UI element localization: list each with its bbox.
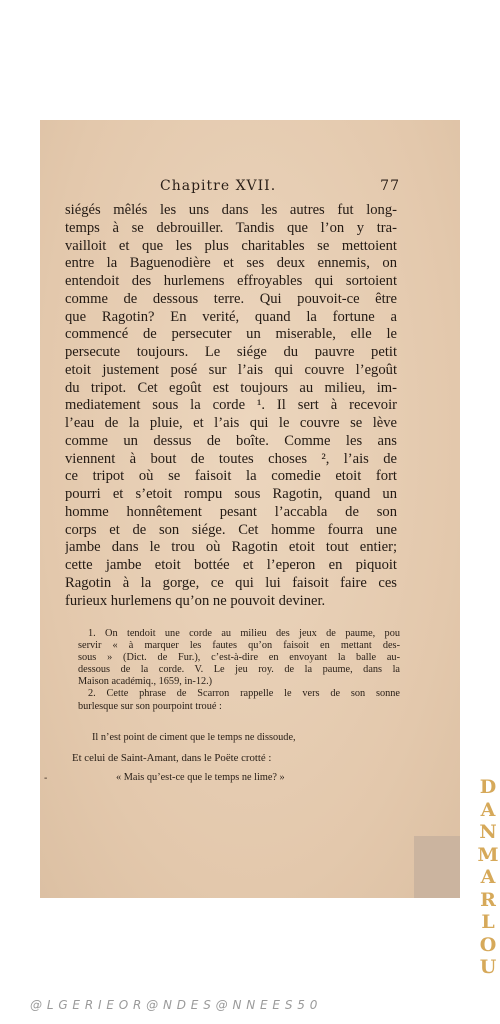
- text-line: vailloit et que les plus charitables se mettoient: [65, 237, 397, 254]
- watermark-letter: D: [479, 776, 497, 798]
- text-line: commencé de persecuter un miserable, elle le: [65, 326, 397, 343]
- page-tab-shadow: [414, 836, 460, 898]
- watermark-letter: U: [479, 956, 497, 978]
- watermark-letter: R: [480, 888, 496, 911]
- text-line: persecute toujours. Le siége du pauvre petit: [65, 344, 397, 360]
- watermark-letter: A: [480, 866, 496, 888]
- running-head: [160, 178, 400, 196]
- footnote-line: Maison académiq., 1659, in-12.): [78, 676, 213, 688]
- text-line: comme de dessous terre. Qui pouvoit-ce être: [65, 290, 397, 307]
- main-text: [65, 202, 397, 610]
- text-line: furieux hurlemens qu’on ne pouvoit deviner.: [65, 592, 326, 609]
- quote-verse: Il n’est point de ciment que le temps ne dissoude,: [92, 732, 296, 743]
- text-line: viennent à bout de toutes choses ², l’ais de: [65, 450, 397, 467]
- footnote-line: 2. Cette phrase de Scarron rappelle le vers de son sonne: [88, 688, 400, 700]
- bottom-watermark: @ L G E R I E O R @ N D E S @ N N E E S 5 0: [30, 998, 318, 1012]
- watermark-letter: O: [479, 933, 497, 956]
- text-line: l’eau de la pluie, et l’ais qui le couvre se lève: [65, 415, 397, 431]
- quote-attribution: Et celui de Saint-Amant, dans le Poëte crotté :: [72, 752, 272, 764]
- text-line: siégés mêlés les uns dans les autres fut long-: [65, 202, 397, 218]
- text-line: mediatement sous la corde ¹. Il sert à recevoir: [65, 397, 397, 414]
- footnote-line: sous » (Dict. de Fur.), c’est-à-dire en envoyant la balle au-: [78, 652, 400, 664]
- watermark-letter: N: [479, 821, 497, 843]
- text-line: que Ragotin? En verité, quand la fortune a: [65, 308, 397, 325]
- margin-mark: -: [44, 773, 48, 784]
- text-line: etoit justement posé sur l’ais qui couvre l’egoût: [65, 361, 397, 378]
- footnotes: [78, 628, 400, 713]
- footnote-line: 1. On tendoit une corde au milieu des jeux de paume, pou: [88, 628, 400, 639]
- text-line: comme un dessus de boîte. Comme les ans: [65, 432, 397, 449]
- footnote-line: dessous de la corde. V. Le jeu roy. de la paume, dans la: [78, 664, 400, 676]
- page-number: 77: [380, 178, 400, 194]
- watermark-letter: A: [480, 798, 496, 821]
- chapter-title: Chapitre XVII.: [160, 178, 277, 194]
- text-line: pourri et s’etoit rompu sous Ragotin, quand un: [65, 486, 397, 502]
- text-line: jambe dans le trou où Ragotin etoit tout entier;: [65, 539, 397, 556]
- watermark-letter: M: [477, 843, 499, 866]
- quote-verse: « Mais qu’est-ce que le temps ne lime? »: [116, 772, 285, 783]
- text-line: du tripot. Cet egoût est toujours au milieu, im-: [65, 379, 397, 396]
- text-line: homme honnêtement pesant l’accabla de son: [65, 503, 397, 520]
- text-line: corps et de son siége. Cet homme fourra une: [65, 521, 397, 538]
- text-line: entre la Baguenodière et ses deux ennemis, on: [65, 255, 397, 272]
- text-line: Ragotin à la gorge, ce qui lui faisoit faire ces: [65, 574, 397, 591]
- text-line: temps à se debrouiller. Tandis que l’on y tra-: [65, 219, 397, 236]
- text-line: cette jambe etoit bottée et l’eperon en piquoit: [65, 557, 397, 573]
- watermark-letter: L: [481, 911, 495, 933]
- footnote-line: burlesque sur son pourpoint troué :: [78, 700, 222, 712]
- book-page: [40, 120, 460, 898]
- side-watermark: [476, 776, 500, 979]
- footnote-line: servir « à marquer les fautes qu’on faisoit en mettant des-: [78, 640, 400, 652]
- text-line: ce tripot où se faisoit la comedie etoit fort: [65, 468, 397, 485]
- text-line: entendoit des hurlemens effroyables qui sortoient: [65, 273, 397, 289]
